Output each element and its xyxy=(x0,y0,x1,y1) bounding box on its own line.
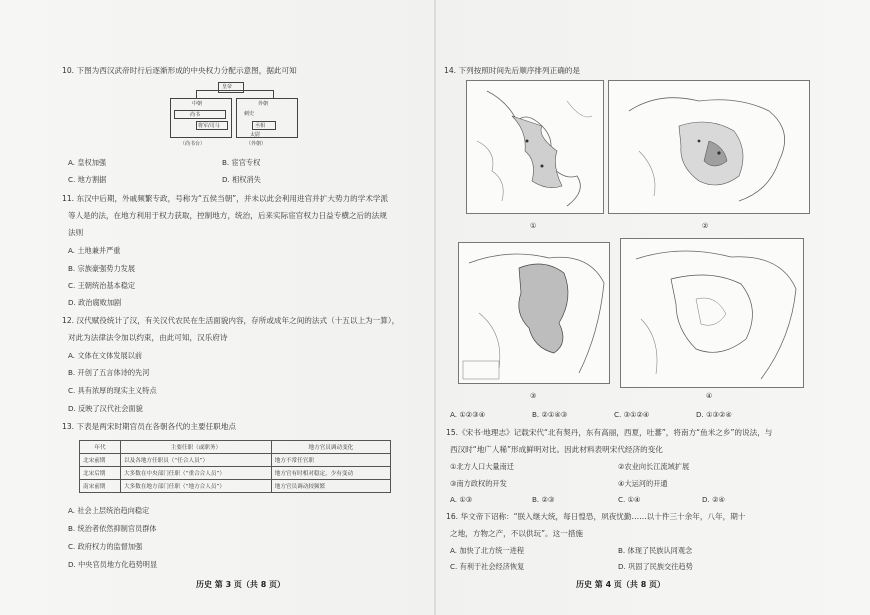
q11-line-1: 11. 东汉中后期，外戚频繁专政，号称为“五侯当朝”，并未以此会利用进官并扩大势力的学术学派 xyxy=(62,194,389,203)
table-row xyxy=(80,480,391,493)
map-2-caption: ② xyxy=(702,222,709,230)
map-1 xyxy=(466,80,604,214)
q11-option-d[interactable]: D. 政治腐败加剧 xyxy=(68,298,122,307)
q15-option-b[interactable]: B. ②③ xyxy=(532,495,555,504)
q13-option-a[interactable]: A. 社会上层统治趋向稳定 xyxy=(68,506,150,515)
map-1-caption: ① xyxy=(530,222,537,230)
q13-table xyxy=(79,440,391,493)
q16-option-d[interactable]: D. 巩固了民族交往趋势 xyxy=(618,562,693,571)
q13-option-c[interactable]: C. 政府权力的监督加强 xyxy=(68,542,143,551)
q11-line-2: 等人是的法，在地方利用于权力获取，控制地方，统治，后来实际宦官权力日益专横之后的法规 xyxy=(68,211,387,220)
table-cell: 北宋后期 xyxy=(80,467,121,480)
q16-option-c[interactable]: C. 有利于社会经济恢复 xyxy=(450,562,525,571)
table-row xyxy=(80,454,391,467)
q13-option-d[interactable]: D. 中央官员地方化趋势明显 xyxy=(68,560,158,569)
q14-stem: 14. 下列按照时间先后顺序排列正确的是 xyxy=(444,66,580,75)
page-left xyxy=(0,0,434,615)
q14-option-a[interactable]: A. ①②③④ xyxy=(450,410,486,419)
map-1-drawing xyxy=(467,81,603,213)
diagram-inner-label: 中朝 xyxy=(192,101,203,107)
diagram-caption-left: （尚书台） xyxy=(180,141,206,147)
q15-option-c[interactable]: C. ①④ xyxy=(618,495,641,504)
q16-line-2: 之地，方物之产，不以供玩”。这一措施 xyxy=(450,529,584,538)
q14-option-b[interactable]: B. ②①④③ xyxy=(532,410,568,419)
table-cell: 以及各地方任职员（“任合人员”） xyxy=(121,454,272,467)
q12-option-d[interactable]: D. 反映了汉代社会面貌 xyxy=(68,404,143,413)
table-cell: 地方官有时相对稳定，少有变动 xyxy=(271,467,390,480)
page-footer-right: 历史 第 4 页（共 8 页） xyxy=(576,580,666,589)
q12-option-c[interactable]: C. 具有浓厚的现实主义特点 xyxy=(68,386,157,395)
q15-option-a[interactable]: A. ①③ xyxy=(450,495,473,504)
q11-line-3: 法则 xyxy=(68,228,84,237)
map-3-caption: ③ xyxy=(530,392,537,400)
q15-item-1: ①北方人口大量南迁 xyxy=(450,462,514,471)
diagram-emperor: 皇帝 xyxy=(222,84,233,90)
q13-option-b[interactable]: B. 统治者依然抑制官员群体 xyxy=(68,524,157,533)
table-cell: 地方不常任官职 xyxy=(271,454,390,467)
q15-item-3: ③南方政权的开发 xyxy=(450,479,507,488)
q14-option-d[interactable]: D. ①③②④ xyxy=(696,410,732,419)
q10-stem: 10. 下图为西汉武帝时行后逐渐形成的中央权力分配示意图，据此可知 xyxy=(62,66,297,75)
map-4-caption: ④ xyxy=(706,392,713,400)
table-header-row xyxy=(80,441,391,454)
q15-option-d[interactable]: D. ②④ xyxy=(702,495,725,504)
q15-line-2: 西汉时“地广人稀”形成鲜明对比。因此材料表明宋代经济的变化 xyxy=(450,445,663,454)
q11-option-c[interactable]: C. 王朝统治基本稳定 xyxy=(68,281,136,290)
table-header: 主要任职（或职务） xyxy=(121,441,272,454)
q16-option-b[interactable]: B. 体现了民族认同观念 xyxy=(618,546,693,555)
map-3 xyxy=(458,242,610,384)
diagram-row1: 尚书 xyxy=(190,112,201,118)
map-4-drawing xyxy=(621,239,803,387)
diagram-outer-label: 外朝 xyxy=(258,101,269,107)
q14-option-c[interactable]: C. ③①②④ xyxy=(614,410,650,419)
table-cell: 北宋前期 xyxy=(80,454,121,467)
q12-line-1: 12. 汉代赋役统计了汉，有关汉代农民在生活面貌内容，存所或成年之间的法式（十五以上为一算）， xyxy=(62,316,400,325)
q10-option-c[interactable]: C. 地方割据 xyxy=(68,175,107,184)
table-cell: 大多数在地方部门任职（“地方合人员”） xyxy=(121,480,272,493)
q15-item-4: ④大运河的开通 xyxy=(618,479,668,488)
q10-option-d[interactable]: D. 相权消失 xyxy=(222,175,261,184)
table-row xyxy=(80,467,391,480)
q15-item-2: ②农业向长江流域扩展 xyxy=(618,462,690,471)
diagram-row2b: 丞相 xyxy=(255,123,266,129)
page-footer-left: 历史 第 3 页（共 8 页） xyxy=(196,580,286,589)
q10-option-b[interactable]: B. 宦官专权 xyxy=(222,158,261,167)
table-cell: 地方官员调动较频繁 xyxy=(271,480,390,493)
map-2-drawing xyxy=(609,81,809,213)
diagram-row1b: 刺史 xyxy=(244,111,255,117)
map-3-drawing xyxy=(459,243,609,383)
q16-line-1: 16. 华文帝下诏称：“朕入继大统，每日惶恐，夙夜忧勤……以十件三十余年，八年，期十 xyxy=(446,512,746,521)
table-cell: 南宋前期 xyxy=(80,480,121,493)
q11-option-b[interactable]: B. 宗族豪强势力发展 xyxy=(68,264,136,273)
diagram-caption-right: （外朝） xyxy=(246,141,267,147)
q12-option-b[interactable]: B. 开创了五言体诗的先河 xyxy=(68,368,150,377)
q10-option-a[interactable]: A. 皇权加强 xyxy=(68,158,107,167)
map-4 xyxy=(620,238,804,388)
diagram-row2: 将军/司马 xyxy=(198,123,220,129)
diagram-row3: 太尉 xyxy=(250,132,261,138)
q13-stem: 13. 下表是两宋时期官员在各朝各代的主要任职地点 xyxy=(62,422,236,431)
map-2 xyxy=(608,80,810,214)
q11-option-a[interactable]: A. 土地兼并严重 xyxy=(68,246,121,255)
q15-line-1: 15.《宋书·地理志》记载宋代“北有契丹，东有高丽，西夏，吐蕃”，将南方“鱼米之乡”的说法，与 xyxy=(446,428,773,437)
table-cell: 大多数在中央部门任职（“重合合人员”） xyxy=(121,467,272,480)
table-header: 地方官员调动变化 xyxy=(271,441,390,454)
q16-option-a[interactable]: A. 加快了北方统一进程 xyxy=(450,546,525,555)
q12-option-a[interactable]: A. 文体在文体发展以前 xyxy=(68,351,143,360)
table-header: 年代 xyxy=(80,441,121,454)
page-right xyxy=(436,0,870,615)
q12-line-2: 对此为法律法令加以约束，由此可知，汉乐府诗 xyxy=(68,333,228,342)
